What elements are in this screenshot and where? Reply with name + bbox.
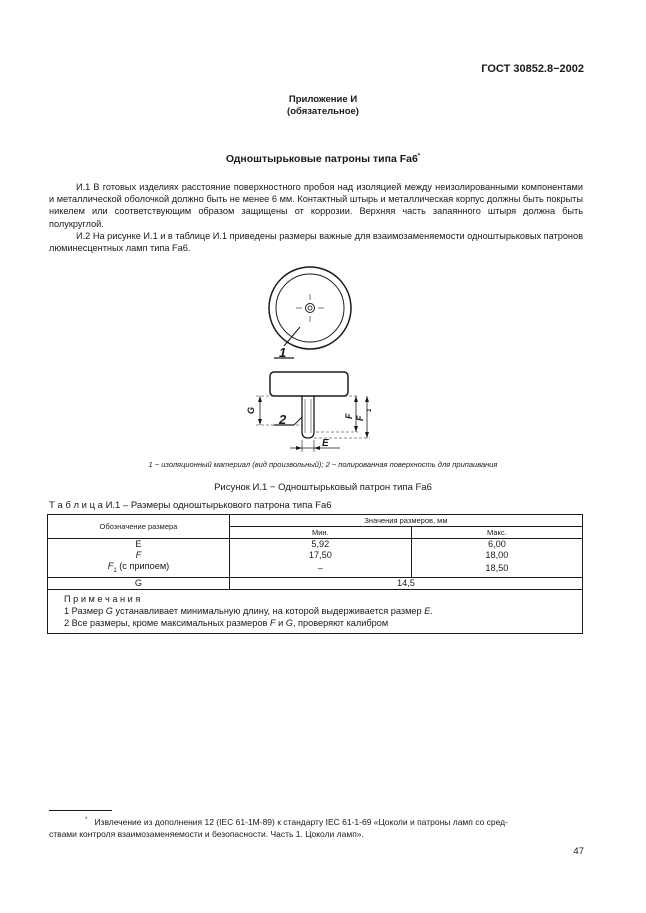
inner-circle [276, 274, 344, 342]
row-max: 18,00 [411, 550, 582, 561]
footnote-separator [49, 810, 112, 811]
table-row-g [48, 577, 583, 589]
appendix-subtitle: (обязательное) [287, 106, 359, 117]
paragraph-1: И.1 В готовых изделиях расстояние поверхностного пробоя над изоляцией между неизолированными компонентами и металлической оболочкой должно быть не менее 6 мм. Контактный штырь и металлическая корпус должны быть покрыты никелем или соответствующим образом защищены от коррозии. Верхняя часть запаянного штыря должна быть полукруглой. [49, 182, 583, 229]
row-name: E [48, 539, 230, 551]
table-notes [48, 589, 583, 633]
body-text [49, 181, 583, 254]
figure-legend [0, 460, 646, 469]
table-row [48, 550, 583, 561]
pin-outer-circle [306, 304, 315, 313]
label-f1: F [355, 415, 365, 421]
legend-text-1: − изоляционный материал (вид произвольный); [152, 460, 326, 469]
outer-circle [269, 267, 351, 349]
holder-body [270, 372, 348, 396]
figure-caption: Рисунок И.1 − Одноштырьковый патрон типа Fa6 [214, 482, 432, 493]
leader-2 [294, 417, 302, 425]
label-f1-sub: 1 [367, 408, 373, 412]
row-value: 14,5 [229, 577, 582, 589]
table-notes-row [48, 589, 583, 633]
label-e: E [322, 438, 329, 449]
pin-inner-circle [308, 306, 312, 310]
dimensions-table [47, 514, 583, 634]
leader-1 [284, 327, 300, 346]
footnote-mark: * [417, 153, 421, 160]
standard-number: ГОСТ 30852.8−2002 [481, 63, 584, 75]
note-1: 1 Размер G устанавливает минимальную длину, на которой выдерживается размер E. [64, 605, 433, 616]
appendix-heading [0, 94, 646, 118]
note-2: 2 Все размеры, кроме максимальных размеров F и G, проверяют калибром [64, 617, 389, 628]
legend-number-1: 1 [148, 460, 153, 469]
contact-pin [302, 396, 314, 438]
lampholder-drawing [0, 262, 646, 457]
appendix-title: Приложение И [288, 94, 358, 105]
header-min: Мин. [229, 527, 411, 539]
footnote-line-2: ствами контроля взаимозаменяемости и безопасности. Часть 1. Цоколи ламп». [49, 828, 364, 839]
row-min: 17,50 [229, 550, 411, 561]
row-name-f1: $F_1$ (с припоем) [48, 561, 230, 577]
row-max: 18,50 [411, 561, 582, 577]
header-max: Макс. [411, 527, 582, 539]
footnote-line-1: * Извлечение из дополнения 12 (IEC 61-1M-89) к стандарту IEC 61-1-69 «Цоколи и патроны ламп со сред- [85, 816, 508, 827]
header-values: Значения размеров, мм [229, 515, 582, 527]
row-name: F [48, 550, 230, 561]
row-min: – [229, 561, 411, 577]
page-number: 47 [573, 846, 584, 857]
legend-number-2: 2 [325, 460, 330, 469]
header-designation: Обозначение размера [48, 515, 230, 539]
row-max: 6,00 [411, 539, 582, 551]
row-name: G [48, 577, 230, 589]
table-row [48, 561, 583, 577]
section-title [0, 153, 646, 165]
label-g: G [246, 406, 256, 414]
label-1: 1 [279, 345, 287, 360]
table-row [48, 539, 583, 551]
table-caption: Т а б л и ц а И.1 – Размеры одноштырькового патрона типа Fa6 [49, 500, 332, 511]
footnote [49, 814, 583, 840]
notes-title: П р и м е ч а н и я [64, 593, 141, 604]
table-header-row [48, 515, 583, 527]
paragraph-2: И.2 На рисунке И.1 и в таблице И.1 приведены размеры важные для взаимозаменяемости одноштырьковых патронов люминесцентных ламп типа Fa6. [49, 230, 583, 254]
label-2: 2 [279, 412, 287, 427]
label-f: F [344, 413, 354, 419]
row-min: 5,92 [229, 539, 411, 551]
legend-text-2: − полированная поверхность для припаивания [329, 460, 498, 469]
section-title-text: Одноштырьковые патроны типа Fa6 [225, 153, 418, 165]
